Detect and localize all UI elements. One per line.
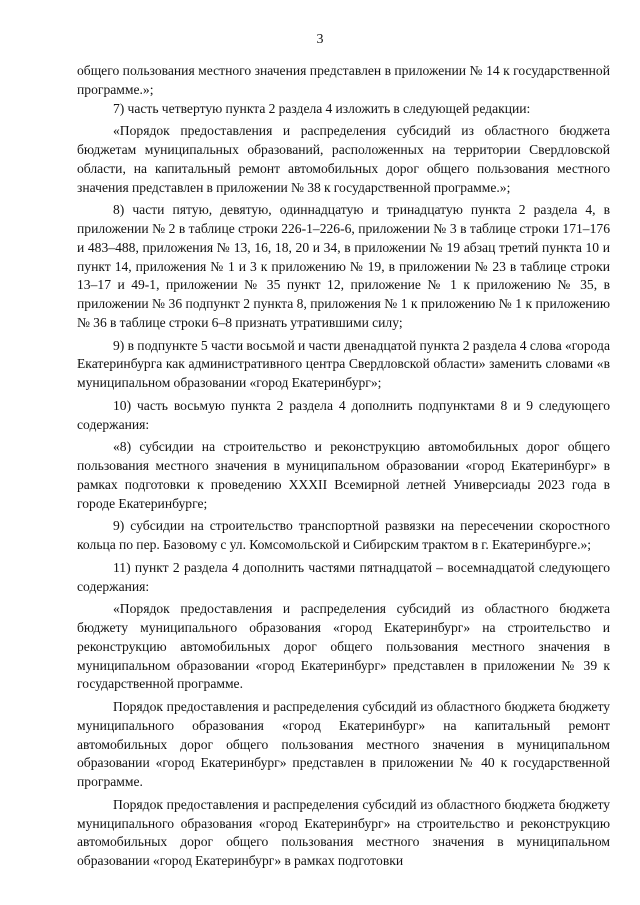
paragraph-quote-order-38: «Порядок предоставления и распределения субсидий из областного бюджета бюджетам муниципальных образований, расположенных на территории Свердловской области, на капитальный ремонт автомобильных дорог общего пользования местного значения представлен в приложении № 38 к государственной программе.»; <box>77 123 610 195</box>
paragraph-item-7: 7) часть четвертую пункта 2 раздела 4 изложить в следующей редакции: <box>113 100 531 116</box>
paragraph-item-10: 10) часть восьмую пункта 2 раздела 4 дополнить подпунктами 8 и 9 следующего содержания: <box>77 397 610 432</box>
page-number: 3 <box>316 32 324 47</box>
paragraph-order-40: Порядок предоставления и распределения субсидий из областного бюджета бюджету муниципального образования «город Екатеринбург» на капитальный ремонт автомобильных дорог общего пользования местного значения в муниципальном образовании «город Екатеринбург» представлен в приложении № 40 к государственной программе. <box>77 699 610 789</box>
paragraph-subitem-9: 9) субсидии на строительство транспортной развязки на пересечении скоростного кольца по пер. Базовому с ул. Комсомольской и Сибирским трактом в г. Екатеринбурге.»; <box>77 518 610 552</box>
paragraph-item-9: 9) в подпункте 5 части восьмой и части двенадцатой пункта 2 раздела 4 слова «города Екатеринбурга как административного центра Свердловской области» заменить словами «в муниципальном образовании «город Екатеринбург»; <box>77 337 610 390</box>
paragraph-continuation: общего пользования местного значения представлен в приложении № 14 к государственной программе.»; <box>77 63 610 97</box>
paragraph-item-11: 11) пункт 2 раздела 4 дополнить частями пятнадцатой – восемнадцатой следующего содержания: <box>77 559 610 594</box>
paragraph-item-8: 8) части пятую, девятую, одиннадцатую и тринадцатую пункта 2 раздела 4, в приложении № 2 в таблице строки 226-1–226-6, приложении № 3 в таблице строки 171–176 и 483–488, приложения № 13, 16, 18, 20 и 34, в приложении № 19 абзац третий пункта 10 и пункт 14, приложения № 1 и 3 к приложению № 19, в приложении № 23 в таблице строки 13–17 и 49-1, приложении № 35 пункт 12, приложение № 1 к приложению № 35, в приложении № 36 подпункт 2 пункта 8, приложения № 1 к приложению № 1 к приложению № 36 в таблице строки 6–8 признать утратившими силу; <box>77 202 610 330</box>
document-body <box>77 62 610 871</box>
paragraph-quote-order-39: «Порядок предоставления и распределения субсидий из областного бюджета бюджету муниципального образования «город Екатеринбург» на строительство и реконструкцию автомобильных дорог общего пользования местного значения в муниципальном образовании «город Екатеринбург» представлен в приложении № 39 к государственной программе. <box>77 601 610 692</box>
paragraph-subitem-8: «8) субсидии на строительство и реконструкцию автомобильных дорог общего пользования местного значения в муниципальном образовании «город Екатеринбург» в рамках подготовки к проведению XXXII Всемирной летней Универсиады 2023 года в городе Екатеринбурге; <box>77 439 610 511</box>
paragraph-order-universiade: Порядок предоставления и распределения субсидий из областного бюджета бюджету муниципального образования «город Екатеринбург» на строительство и реконструкцию автомобильных дорог общего пользования местного значения в муниципальном образовании «город Екатеринбург» в рамках подготовки <box>77 796 610 868</box>
